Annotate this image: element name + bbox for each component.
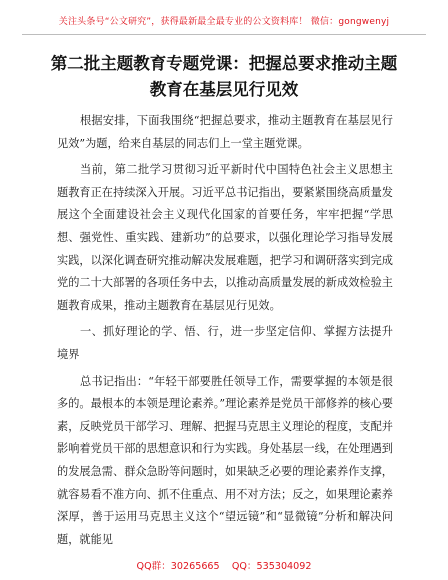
document-body (57, 110, 393, 551)
header-divider (22, 34, 426, 35)
footer-contact-text: QQ群：30265665 QQ：535304092 (136, 561, 312, 572)
body-paragraph-context: 当前，第二批学习贯彻习近平新时代中国特色社会主义思想主题教育正在持续深入开展。习近平总书记指出，要紧紧围绕高质量发展这个全面建设社会主义现代化国家的首要任务，牢牢把握“学思想、强党性、重实践、建新功”的总要求，以强化理论学习指导发展实践，以深化调查研究推动解决发展难题，把学习和调研落实到完成党的二十大部署的各项任务中去，以推动高质量发展的新成效检验主题教育成果，推动主题教育在基层见行见效。 (57, 163, 393, 312)
section-heading-1: 一、抓好理论的学、悟、行，进一步坚定信仰、掌握方法提升境界 (57, 325, 393, 361)
header-promo-text: 关注头条号“公文研究”，获得最新最全最专业的公文资料库！ 微信：gongwenyj (58, 17, 390, 27)
body-paragraph-quote: 总书记指出：“年轻干部要胜任领导工作，需要掌握的本领是很多的。最根本的本领是理论素养。”理论素养是党员干部修养的核心要素，反映党员干部学习、理解、把握马克思主义理论的程度，支配并影响着党员干部的思想意识和行为实践。身处基层一线，在处理遇到的发展急需、群众急盼等问题时，如果缺乏必要的理论素养作支撑，就容易看不准方向、抓不住重点、用不对方法；反之，如果理论素养深厚，善于运用马克思主义这个“望远镜”和“显微镜”分析和解决问题，就能见 (57, 374, 393, 546)
body-paragraph-intro: 根据安排，下面我围绕“把握总要求，推动主题教育在基层见行见效”为题，给来自基层的同志们上一堂主题党课。 (57, 114, 393, 150)
document-title: 第二批主题教育专题党课：把握总要求推动主题教育在基层见行见效 (50, 54, 398, 99)
